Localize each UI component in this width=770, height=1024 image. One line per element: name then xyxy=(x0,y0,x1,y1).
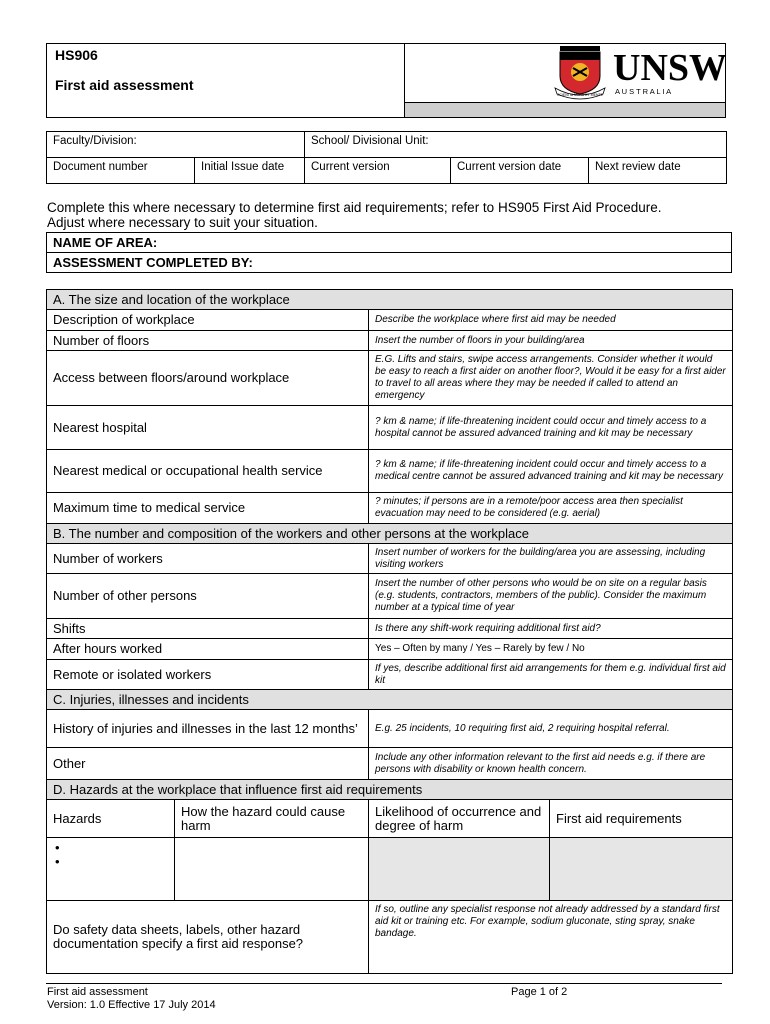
row-label: Maximum time to medical service xyxy=(47,493,369,524)
row-input[interactable]: E.G. Lifts and stairs, swipe access arrangements. Consider whether it would be easy to reach a first aider on another floor?, Would it be easy for a first aider to travel to all areas where they may be needed if called to attend an emergency xyxy=(369,351,733,406)
row-label: History of injuries and illnesses in the last 12 months’ xyxy=(47,710,369,748)
unsw-crest-icon xyxy=(555,46,605,99)
doc-number-label: Document number xyxy=(53,161,148,173)
table-row xyxy=(47,710,733,748)
name-of-area-label: NAME OF AREA: xyxy=(53,235,158,250)
header-grey-bar xyxy=(405,102,725,117)
unsw-logo xyxy=(405,44,725,102)
logo-motto: SCIENTIA MANU ET MENTE xyxy=(557,93,603,97)
table-row xyxy=(47,450,733,493)
next-review-label: Next review date xyxy=(595,161,681,173)
table-row xyxy=(47,901,733,974)
table-row xyxy=(47,493,733,524)
table-row xyxy=(47,574,733,619)
next-review-field[interactable] xyxy=(589,158,727,184)
footer-page-number: Page 1 of 2 xyxy=(511,986,568,998)
table-row xyxy=(47,406,733,450)
row-input[interactable]: Insert the number of other persons who would be on site on a regular basis (e.g. students, contractors, members of the public). Consider the maximum number at a typical time of year xyxy=(369,574,733,619)
col-how-harm: How the hazard could cause harm xyxy=(175,800,369,838)
row-input[interactable]: If so, outline any specialist response not already addressed by a standard first aid kit or training etc. For example, sodium gluconate, sting spray, snake bandage. xyxy=(369,901,733,974)
row-input[interactable]: ? km & name; if life-threatening incident could occur and timely access to a medical centre cannot be assured advanced training and kit may be necessary xyxy=(369,450,733,493)
likelihood-input[interactable] xyxy=(369,838,550,901)
row-input[interactable]: Describe the workplace where first aid may be needed xyxy=(369,310,733,331)
row-input[interactable]: If yes, describe additional first aid arrangements for them e.g. individual first aid kit xyxy=(369,660,733,690)
table-row xyxy=(47,660,733,690)
document-title: First aid assessment xyxy=(55,77,194,93)
footer-version: Version: 1.0 Effective 17 July 2014 xyxy=(47,999,216,1011)
current-version-label: Current version xyxy=(311,161,390,173)
intro-line-1: Complete this where necessary to determine first aid requirements; refer to HS905 First Aid Procedure. xyxy=(47,200,662,215)
footer-title: First aid assessment xyxy=(47,986,148,998)
document-header xyxy=(46,43,726,118)
table-row xyxy=(47,544,733,574)
first-aid-requirements-input[interactable] xyxy=(550,838,733,901)
doc-number-field[interactable] xyxy=(47,158,195,184)
row-input[interactable]: Insert the number of floors in your building/area xyxy=(369,331,733,351)
how-harm-input[interactable] xyxy=(175,838,369,901)
row-label: Description of workplace xyxy=(47,310,369,331)
hazards-entry-row xyxy=(47,838,733,901)
table-row xyxy=(47,351,733,406)
header-title-block xyxy=(47,44,405,117)
assessment-completed-by-label: ASSESSMENT COMPLETED BY: xyxy=(53,255,253,270)
row-label: Do safety data sheets, labels, other hazard documentation specify a first aid response? xyxy=(47,901,369,974)
row-label: Number of workers xyxy=(47,544,369,574)
table-row xyxy=(47,619,733,639)
table-row xyxy=(47,331,733,351)
section-d-heading: D. Hazards at the workplace that influence first aid requirements xyxy=(47,780,733,800)
document-meta-table xyxy=(46,131,727,184)
row-input[interactable]: Include any other information relevant to the first aid needs e.g. if there are persons with disability or known health concern. xyxy=(369,748,733,780)
current-version-field[interactable] xyxy=(305,158,451,184)
row-input[interactable]: ? km & name; if life-threatening incident could occur and timely access to a hospital cannot be assured advanced training and kit may be necessary xyxy=(369,406,733,450)
initial-issue-field[interactable] xyxy=(195,158,305,184)
row-label: Number of other persons xyxy=(47,574,369,619)
section-c-heading: C. Injuries, illnesses and incidents xyxy=(47,690,733,710)
area-table xyxy=(46,232,732,273)
row-input[interactable]: Yes – Often by many / Yes – Rarely by few / No xyxy=(369,639,733,660)
school-field[interactable] xyxy=(305,132,727,158)
name-of-area-field[interactable] xyxy=(47,233,732,253)
faculty-field[interactable] xyxy=(47,132,305,158)
row-label: Shifts xyxy=(47,619,369,639)
hazards-input[interactable] xyxy=(47,838,175,901)
row-label: Nearest hospital xyxy=(47,406,369,450)
col-likelihood: Likelihood of occurrence and degree of harm xyxy=(369,800,550,838)
school-label: School/ Divisional Unit: xyxy=(311,135,429,147)
table-row xyxy=(47,639,733,660)
row-label: Access between floors/around workplace xyxy=(47,351,369,406)
row-label: Number of floors xyxy=(47,331,369,351)
current-version-date-field[interactable] xyxy=(451,158,589,184)
section-b-heading: B. The number and composition of the workers and other persons at the workplace xyxy=(47,524,733,544)
initial-issue-label: Initial Issue date xyxy=(201,161,285,173)
current-version-date-label: Current version date xyxy=(457,161,562,173)
hazard-bullet: • xyxy=(55,840,60,855)
assessment-completed-by-field[interactable] xyxy=(47,253,732,273)
hazards-header-row xyxy=(47,800,733,838)
row-label: Nearest medical or occupational health service xyxy=(47,450,369,493)
assessment-table xyxy=(46,289,733,974)
col-first-aid-requirements: First aid requirements xyxy=(550,800,733,838)
row-input[interactable]: ? minutes; if persons are in a remote/poor access area then specialist evacuation may need to be considered (e.g. aerial) xyxy=(369,493,733,524)
table-row xyxy=(47,748,733,780)
table-row xyxy=(47,310,733,331)
intro-line-2: Adjust where necessary to suit your situation. xyxy=(47,215,318,230)
row-label: Other xyxy=(47,748,369,780)
hazard-bullet: • xyxy=(55,854,60,869)
row-label: Remote or isolated workers xyxy=(47,660,369,690)
section-a-heading: A. The size and location of the workplace xyxy=(47,290,733,310)
document-code: HS906 xyxy=(55,47,98,63)
faculty-label: Faculty/Division: xyxy=(53,135,137,147)
row-input[interactable]: Insert number of workers for the building/area you are assessing, including visiting workers xyxy=(369,544,733,574)
logo-country: A U S T R A L I A xyxy=(615,87,672,96)
footer-divider xyxy=(46,983,722,984)
row-input[interactable]: Is there any shift-work requiring additional first aid? xyxy=(369,619,733,639)
row-label: After hours worked xyxy=(47,639,369,660)
col-hazards: Hazards xyxy=(47,800,175,838)
logo-wordmark: UNSW xyxy=(613,47,725,89)
intro-text xyxy=(47,200,727,230)
row-input[interactable]: E.g. 25 incidents, 10 requiring first aid, 2 requiring hospital referral. xyxy=(369,710,733,748)
